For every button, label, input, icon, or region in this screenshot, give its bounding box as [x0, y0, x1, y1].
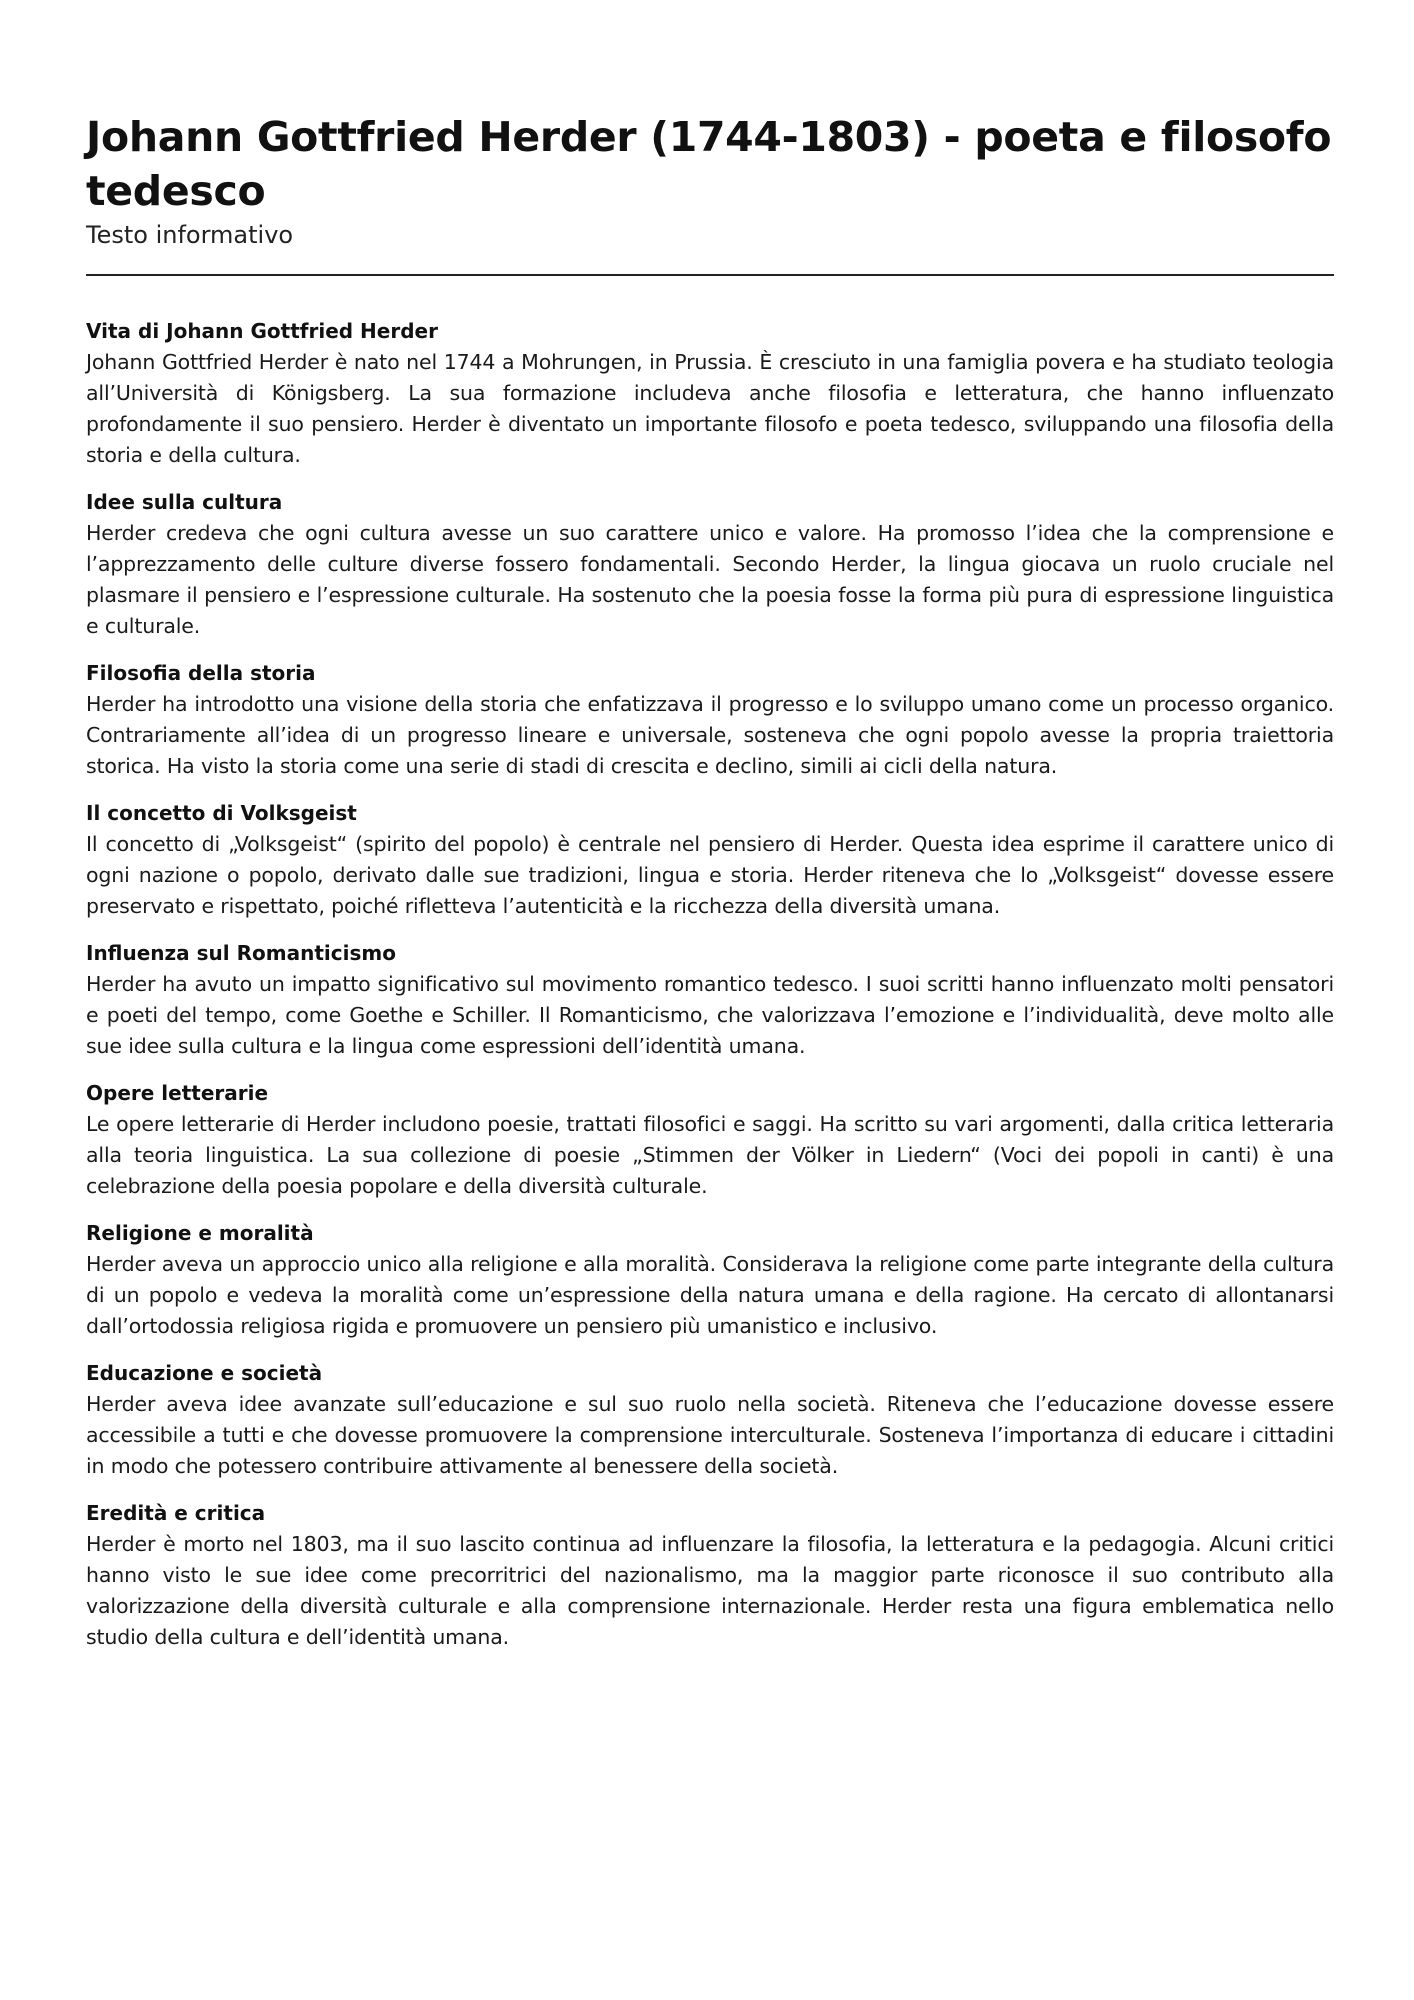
section-religione-moralita: [86, 1218, 1334, 1342]
section-heading: Educazione e società: [86, 1361, 323, 1385]
section-body: Herder ha introdotto una visione della storia che enfatizzava il progresso e lo sviluppo umano come un processo organico. Contrariamente all’idea di un progresso lineare e universale, sosteneva che ogni popolo avesse la propria traiettoria storica. Ha visto la storia come una serie di stadi di crescita e declino, simili ai cicli della natura.: [86, 692, 1334, 778]
section-vita: [86, 316, 1334, 471]
title-divider: [86, 274, 1334, 276]
section-heading: Filosofia della storia: [86, 661, 316, 685]
section-opere-letterarie: [86, 1078, 1334, 1202]
section-educazione-societa: [86, 1358, 1334, 1482]
section-body: Il concetto di „Volksgeist“ (spirito del popolo) è centrale nel pensiero di Herder. Questa idea esprime il carattere unico di ogni nazione o popolo, derivato dalle sue tradizioni, lingua e storia. Herder riteneva che lo „Volksgeist“ dovesse essere preservato e rispettato, poiché rifletteva l’autenticità e la ricchezza della diversità umana.: [86, 832, 1334, 918]
section-heading: Influenza sul Romanticismo: [86, 941, 396, 965]
section-heading: Eredità e critica: [86, 1501, 266, 1525]
section-body: Herder credeva che ogni cultura avesse un suo carattere unico e valore. Ha promosso l’idea che la comprensione e l’apprezzamento delle culture diverse fossero fondamentali. Secondo Herder, la lingua giocava un ruolo cruciale nel plasmare il pensiero e l’espressione culturale. Ha sostenuto che la poesia fosse la forma più pura di espressione linguistica e culturale.: [86, 521, 1334, 638]
section-volksgeist: [86, 798, 1334, 922]
section-heading: Religione e moralità: [86, 1221, 314, 1245]
section-body: Herder aveva un approccio unico alla religione e alla moralità. Considerava la religione come parte integrante della cultura di un popolo e vedeva la moralità come un’espressione della natura umana e della ragione. Ha cercato di allontanarsi dall’ortodossia religiosa rigida e promuovere un pensiero più umanistico e inclusivo.: [86, 1252, 1334, 1338]
document-title: Johann Gottfried Herder (1744-1803) - poeta e filosofo tedesco: [86, 113, 1332, 215]
section-body: Le opere letterarie di Herder includono poesie, trattati filosofici e saggi. Ha scritto su vari argomenti, dalla critica letteraria alla teoria linguistica. La sua collezione di poesie „Stimmen der Völker in Liedern“ (Voci dei popoli in canti) è una celebrazione della poesia popolare e della diversità culturale.: [86, 1112, 1334, 1198]
section-body: Herder aveva idee avanzate sull’educazione e sul suo ruolo nella società. Riteneva che l’educazione dovesse essere accessibile a tutti e che dovesse promuovere la comprensione interculturale. Sosteneva l’importanza di educare i cittadini in modo che potessero contribuire attivamente al benessere della società.: [86, 1392, 1334, 1478]
section-romanticismo: [86, 938, 1334, 1062]
section-filosofia-storia: [86, 658, 1334, 782]
section-heading: Idee sulla cultura: [86, 490, 283, 514]
document-page: [86, 110, 1334, 1669]
section-heading: Il concetto di Volksgeist: [86, 801, 357, 825]
section-body: Herder è morto nel 1803, ma il suo lascito continua ad influenzare la filosofia, la letteratura e la pedagogia. Alcuni critici hanno visto le sue idee come precorritrici del nazionalismo, ma la maggior parte riconosce il suo contributo alla valorizzazione della diversità culturale e alla comprensione internazionale. Herder resta una figura emblematica nello studio della cultura e dell’identità umana.: [86, 1532, 1334, 1649]
document-subtitle: Testo informativo: [86, 221, 294, 249]
section-body: Herder ha avuto un impatto significativo sul movimento romantico tedesco. I suoi scritti hanno influenzato molti pensatori e poeti del tempo, come Goethe e Schiller. Il Romanticismo, che valorizzava l’emozione e l’individualità, deve molto alle sue idee sulla cultura e la lingua come espressioni dell’identità umana.: [86, 972, 1334, 1058]
section-idee-cultura: [86, 487, 1334, 642]
section-heading: Vita di Johann Gottfried Herder: [86, 319, 438, 343]
section-eredita-critica: [86, 1498, 1334, 1653]
section-heading: Opere letterarie: [86, 1081, 269, 1105]
section-body: Johann Gottfried Herder è nato nel 1744 a Mohrungen, in Prussia. È cresciuto in una famiglia povera e ha studiato teologia all’Università di Königsberg. La sua formazione includeva anche filosofia e letteratura, che hanno influenzato profondamente il suo pensiero. Herder è diventato un importante filosofo e poeta tedesco, sviluppando una filosofia della storia e della cultura.: [86, 350, 1334, 467]
